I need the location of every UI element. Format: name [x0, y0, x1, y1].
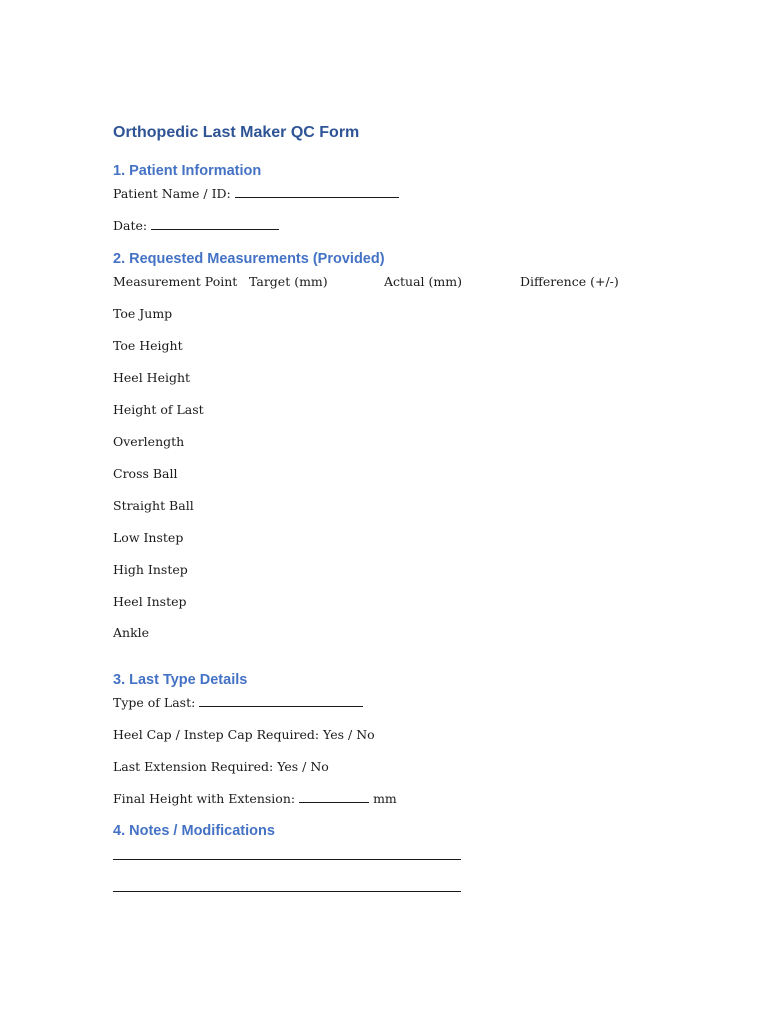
section-measurements-heading: 2. Requested Measurements (Provided) [113, 251, 385, 267]
measurement-row-heel-instep: Heel Instep [113, 594, 187, 609]
notes-line-1[interactable] [113, 859, 461, 860]
column-header-target: Target (mm) [249, 274, 328, 289]
measurement-row-low-instep: Low Instep [113, 530, 184, 545]
column-header-difference: Difference (+/-) [520, 274, 619, 289]
column-header-measurement-point: Measurement Point [113, 274, 238, 289]
form-title: Orthopedic Last Maker QC Form [113, 124, 360, 141]
measurement-row-height-of-last: Height of Last [113, 402, 204, 417]
type-of-last-row [113, 695, 363, 711]
section-last-type-heading: 3. Last Type Details [113, 672, 248, 688]
date-row [113, 218, 279, 234]
patient-name-row [113, 186, 399, 202]
date-blank[interactable] [151, 218, 279, 230]
type-of-last-label: Type of Last: [113, 695, 196, 710]
final-height-label: Final Height with Extension: [113, 791, 296, 806]
final-height-row [113, 791, 397, 807]
measurement-row-high-instep: High Instep [113, 562, 188, 577]
patient-name-label: Patient Name / ID: [113, 186, 231, 201]
measurement-row-cross-ball: Cross Ball [113, 466, 178, 481]
measurement-row-straight-ball: Straight Ball [113, 498, 194, 513]
date-label: Date: [113, 218, 148, 233]
measurement-row-ankle: Ankle [113, 625, 150, 640]
patient-name-blank[interactable] [235, 186, 399, 198]
final-height-blank[interactable] [299, 791, 369, 803]
section-patient-information-heading: 1. Patient Information [113, 163, 262, 179]
heel-cap-row: Heel Cap / Instep Cap Required: Yes / No [113, 727, 375, 742]
column-header-actual: Actual (mm) [384, 274, 462, 289]
final-height-unit: mm [373, 791, 397, 806]
notes-line-2[interactable] [113, 891, 461, 892]
measurement-row-toe-jump: Toe Jump [113, 306, 173, 321]
measurement-row-heel-height: Heel Height [113, 370, 191, 385]
type-of-last-blank[interactable] [199, 695, 363, 707]
measurement-row-overlength: Overlength [113, 434, 185, 449]
measurement-row-toe-height: Toe Height [113, 338, 183, 353]
last-extension-row: Last Extension Required: Yes / No [113, 759, 329, 774]
section-notes-heading: 4. Notes / Modifications [113, 823, 275, 839]
